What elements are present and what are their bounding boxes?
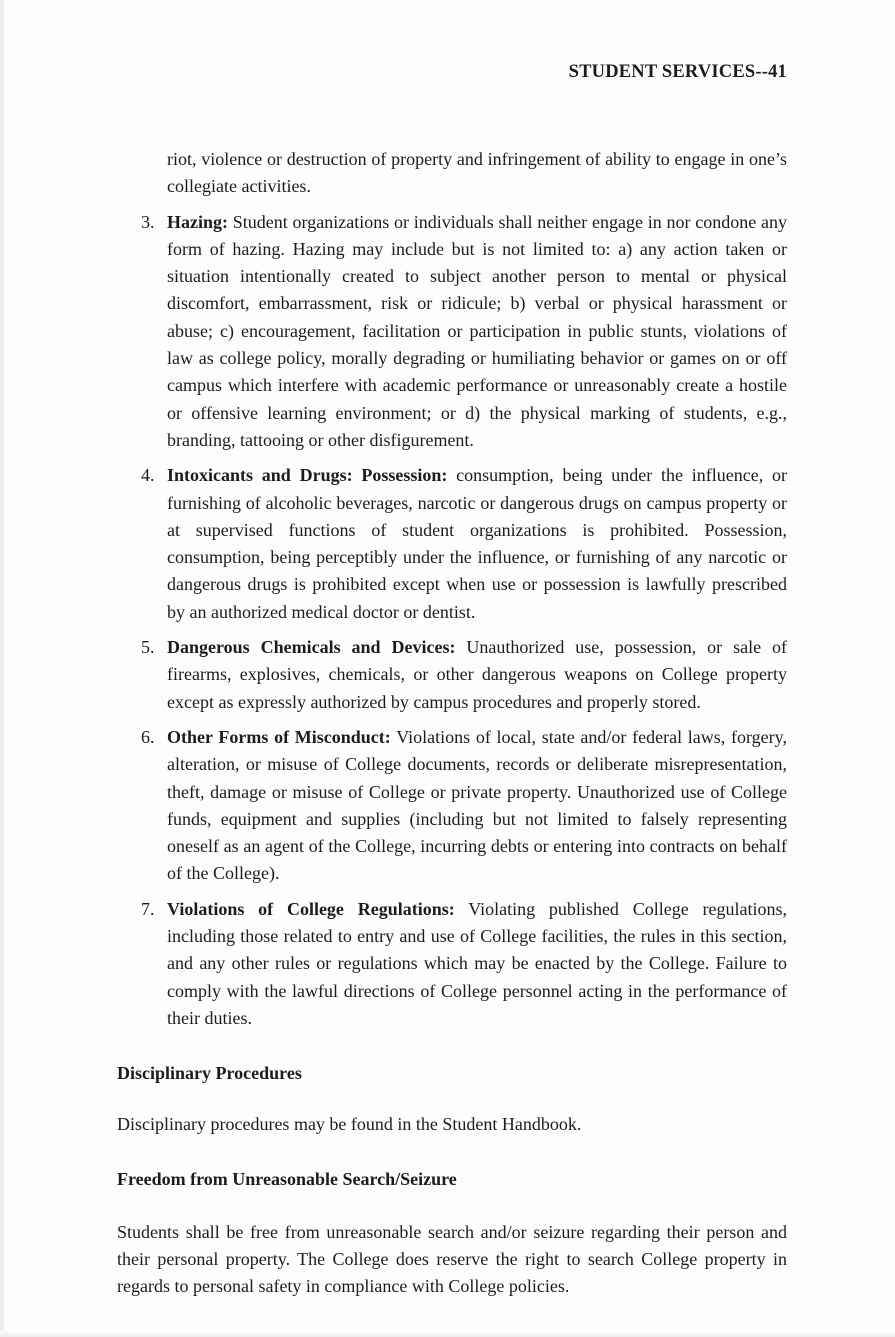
rule-item-hazing <box>117 209 787 455</box>
rule-number: 6. <box>141 726 155 747</box>
section-body-freedom: Students shall be free from unreasonable search and/or seizure regarding their person and their personal property. The College does reserve the right to search College property in regards to personal safety in compliance with College policies. <box>117 1221 787 1297</box>
rule-term: Violations of College Regulations: <box>167 898 455 919</box>
rule-item-chemicals <box>117 634 787 716</box>
section-heading-disciplinary: Disciplinary Procedures <box>117 1063 302 1084</box>
rule-text: Violating published College regulations, including those related to entry and use of College facilities, the rules in this section, and any other rules or regulations which may be enacted by the College. Failure to comply with the lawful directions of College personnel acting in the performance of their duties. <box>167 898 787 1028</box>
rule-text: Unauthorized use, possession, or sale of firearms, explosives, chemicals, or other dangerous weapons on College property except as expressly authorized by campus procedures and properly stored. <box>167 637 787 712</box>
rule-term: Dangerous Chemicals and Devices: <box>167 637 456 658</box>
rule-item-misconduct <box>117 724 787 888</box>
page-bottom-shade <box>0 1331 895 1337</box>
rule-text: Violations of local, state and/or federal laws, forgery, alteration, or misuse of College documents, records or deliberate misrepresentation, theft, damage or misuse of College or private property. Unauthorized use of College funds, equipment and supplies (including but not limited to falsely representing oneself as an agent of the College, incurring debts or entering into contracts on behalf of the College). <box>167 726 787 884</box>
rule-term: Intoxicants and Drugs: Possession: <box>167 465 448 486</box>
page-content <box>117 146 787 1300</box>
rule-item-regulations <box>117 896 787 1032</box>
continuation-paragraph: riot, violence or destruction of property and infringement of ability to engage in one’s collegiate activities. <box>167 149 787 197</box>
rule-number: 4. <box>141 465 155 486</box>
rule-text: Student organizations or individuals shall neither engage in nor condone any form of hazing. Hazing may include but is not limited to: a) any action taken or situation intentionally created to subject another person to mental or physical discomfort, embarrassment, risk or ridicule; b) verbal or physical harassment or abuse; c) encouragement, facilitation or participation in public stunts, violations of law as college policy, morally degrading or humiliating behavior or games on or off campus which interfere with academic performance or unreasonably create a hostile or offensive learning environment; or d) the physical marking of students, e.g., branding, tattooing or other disfigurement. <box>167 211 788 450</box>
page-edge-shadow <box>0 0 4 1337</box>
rule-text: consumption, being under the influence, or furnishing of alcoholic beverages, narcotic or dangerous drugs on campus property or at supervised functions of student organizations is prohibited. Possession, consumption, being perceptibly under the influence, or furnishing of any narcotic or dangerous drugs is prohibited except when use or possession is lawfully prescribed by an authorized medical doctor or dentist. <box>167 465 787 622</box>
running-header: STUDENT SERVICES--41 <box>568 62 787 82</box>
rule-number: 3. <box>141 211 155 232</box>
section-body-disciplinary: Disciplinary procedures may be found in the Student Handbook. <box>117 1114 582 1135</box>
section-heading-freedom: Freedom from Unreasonable Search/Seizure <box>117 1168 457 1189</box>
rules-list <box>117 209 787 1033</box>
rule-number: 5. <box>141 637 155 658</box>
rule-term: Hazing: <box>167 211 228 232</box>
rule-item-intoxicants <box>117 462 787 626</box>
rule-number: 7. <box>141 898 155 919</box>
rule-term: Other Forms of Misconduct: <box>167 726 391 747</box>
